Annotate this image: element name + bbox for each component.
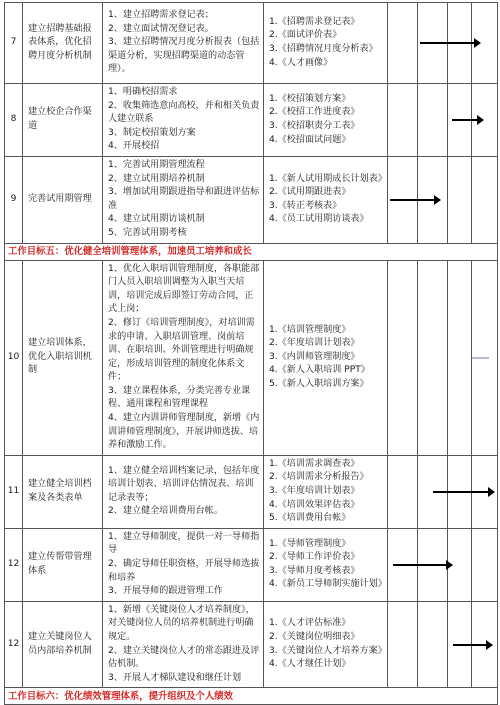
timeline-cell — [448, 156, 472, 243]
timeline-cell — [388, 528, 418, 601]
project-name: 建立健全培训档案及各类表单 — [23, 455, 103, 528]
deliverable-item: 4.《新员工导师制实施计划》 — [269, 579, 387, 590]
timeline-cell — [388, 260, 418, 455]
deliverable-item: 3.《招聘情况月度分析表》 — [269, 44, 378, 54]
task-item: 2、建立健全培训费用台帐。 — [108, 506, 223, 517]
timeline-cell — [448, 3, 472, 84]
timeline-cell — [472, 455, 498, 528]
deliverable-item: 5.《培训费用台帐》 — [269, 513, 351, 524]
project-name: 建立传帮带管理体系 — [23, 528, 103, 601]
task-item: 1、建立导师制度，提供一对一导师指导 — [108, 531, 260, 556]
timeline-cell — [472, 260, 498, 455]
deliverable-item: 2.《导师工作评价表》 — [269, 552, 360, 563]
goal-heading: 工作目标六：优化绩效管理体系，提升组织及个人绩效 — [5, 688, 498, 705]
timeline-cell — [388, 3, 418, 84]
deliverable-item: 1.《招聘需求登记表》 — [269, 16, 360, 27]
task-item: 4、建立试用期访谈机制 — [108, 214, 205, 225]
deliverable-item: 2.《关键岗位明细表》 — [269, 631, 360, 642]
project-name: 完善试用期管理 — [23, 156, 103, 243]
timeline-cell — [472, 601, 498, 688]
timeline-cell — [448, 260, 472, 455]
task-item: 1、建立健全培训档案记录，包括年度培训计划表、培训评估情况表、培训记录表等； — [108, 465, 260, 503]
task-item: 3、建立课程体系，分类完善专业课程、通用课程和管理课程 — [108, 385, 251, 410]
timeline-cell — [388, 84, 418, 157]
timeline-cell — [418, 455, 448, 528]
timeline-cell — [388, 156, 418, 243]
row-number: 8 — [5, 84, 23, 157]
timeline-cell — [448, 455, 472, 528]
deliverable-item: 1.《人才评估标准》 — [269, 618, 351, 629]
deliverable-item: 2.《培训需求分析报告》 — [269, 472, 369, 483]
task-item: 2、建立试用期培养机制 — [108, 173, 205, 184]
goal-heading: 工作目标五：优化健全培训管理体系，加速员工培养和成长 — [5, 243, 498, 260]
timeline-cell — [388, 601, 418, 688]
deliverable-list — [264, 260, 388, 455]
project-name: 建立校企合作渠道 — [23, 84, 103, 157]
task-row — [5, 455, 498, 528]
goal-heading-row — [5, 688, 498, 705]
task-item: 3、开展导师的跟进管理工作 — [108, 586, 223, 597]
task-item: 1、优化入职培训管理制度，各职能部门人员入职培训调整为入职当天培训，培训完成后即签订劳动合同，正式上岗； — [108, 263, 260, 315]
timeline-cell — [418, 528, 448, 601]
timeline-cell — [448, 601, 472, 688]
deliverable-item: 3.《导师月度考核表》 — [269, 565, 360, 576]
task-item: 3、建立招聘情况月度分析报表（包括渠道分析，实现招聘渠道的动态管理）。 — [108, 37, 260, 75]
task-item: 1、新增《关键岗位人才培养制度》，对关键岗位人员的培养机制进行明确规定。 — [108, 604, 255, 642]
deliverable-list — [264, 528, 388, 601]
row-number: 12 — [5, 528, 23, 601]
row-number: 9 — [5, 156, 23, 243]
timeline-cell — [448, 84, 472, 157]
task-list — [103, 601, 264, 688]
timeline-cell — [472, 3, 498, 84]
timeline-cell — [418, 601, 448, 688]
task-list — [103, 260, 264, 455]
deliverable-list — [264, 84, 388, 157]
deliverable-item: 3.《年度培训计划表》 — [269, 486, 360, 497]
task-item: 1、建立招聘需求登记表； — [108, 10, 214, 21]
task-list — [103, 3, 264, 84]
row-number: 11 — [5, 455, 23, 528]
deliverable-item: 4.《新人入职培训 PPT》 — [269, 365, 370, 376]
timeline-cell — [418, 260, 448, 455]
task-item: 1、明确校招需求 — [108, 87, 178, 97]
task-row — [5, 528, 498, 601]
project-name: 建立招聘基础报表体系，优化招聘月度分析机制 — [23, 3, 103, 84]
timeline-cell — [472, 528, 498, 601]
deliverable-item: 4.《人才继任计划》 — [269, 659, 351, 670]
work-plan-table — [4, 2, 498, 705]
row-number: 12 — [5, 601, 23, 688]
deliverable-item: 3.《校招职责分工表》 — [269, 120, 360, 131]
task-item: 2、修订《培训管理制度》，对培训需求的申请、入职培训管理、岗前培训、在职培训、外训管理进行明确规定，形成培训管理的制度化体系文件； — [108, 317, 255, 383]
deliverable-item: 2.《校招工作进度表》 — [269, 107, 360, 118]
task-list — [103, 455, 264, 528]
row-number: 7 — [5, 3, 23, 84]
deliverable-item: 1.《校招策划方案》 — [269, 93, 351, 104]
task-row — [5, 156, 498, 243]
task-item: 2、收集筛选意向高校，并和相关负责人建立联系 — [108, 100, 260, 125]
deliverable-item: 4.《培训效果评估表》 — [269, 499, 360, 510]
deliverable-list — [264, 601, 388, 688]
deliverable-list — [264, 455, 388, 528]
goal-heading-row — [5, 243, 498, 260]
task-row — [5, 260, 498, 455]
task-row — [5, 84, 498, 157]
task-list — [103, 156, 264, 243]
timeline-cell — [418, 3, 448, 84]
deliverable-list — [264, 156, 388, 243]
timeline-cell — [418, 84, 448, 157]
deliverable-item: 1.《新人试用期成长计划表》 — [269, 173, 387, 184]
timeline-cell — [472, 84, 498, 157]
task-item: 2、建立关键岗位人才的常态跟进及评估机制。 — [108, 645, 260, 670]
deliverable-item: 3.《内训师管理制度》 — [269, 351, 360, 362]
project-name: 建立关键岗位人员内部培养机制 — [23, 601, 103, 688]
deliverable-item: 4.《员工试用期访谈表》 — [269, 214, 369, 225]
task-item: 5、完善试用期考核 — [108, 227, 187, 238]
timeline-arrow — [472, 357, 489, 358]
task-item: 1、完善试用期管理流程 — [108, 159, 205, 170]
task-row — [5, 601, 498, 688]
task-list — [103, 528, 264, 601]
deliverable-item: 1.《培训需求调查表》 — [269, 458, 360, 469]
deliverable-list — [264, 3, 388, 84]
deliverable-item: 2.《面试评价表》 — [269, 30, 342, 41]
deliverable-item: 5.《新人入职培训方案》 — [269, 379, 369, 390]
task-item: 2、确定导师任职资格，开展导师选拔和培养 — [108, 559, 260, 583]
deliverable-item: 3.《转正考核表》 — [269, 200, 342, 211]
deliverable-item: 2.《试用期跟进表》 — [269, 187, 351, 198]
task-item: 3、开展人才梯队建设和继任计划 — [108, 672, 242, 683]
timeline-cell — [388, 455, 418, 528]
row-number: 10 — [5, 260, 23, 455]
timeline-cell — [418, 156, 448, 243]
project-name: 建立培训体系，优化入职培训机制 — [23, 260, 103, 455]
task-item: 2、建立面试情况登记表。 — [108, 23, 214, 34]
task-item: 4、开展校招 — [108, 141, 160, 152]
deliverable-item: 2.《年度培训计划表》 — [269, 338, 360, 349]
task-item: 3、制定校招策划方案 — [108, 127, 196, 138]
task-item: 4、建立内训讲师管理制度，新增《内训讲师管理制度》，开展讲师选拔、培养和激励工作。 — [108, 413, 260, 451]
timeline-cell — [448, 528, 472, 601]
task-list — [103, 84, 264, 157]
task-row — [5, 3, 498, 84]
deliverable-item: 1.《培训管理制度》 — [269, 324, 351, 335]
timeline-cell — [472, 156, 498, 243]
deliverable-item: 3.《关键岗位人才培养方案》 — [269, 645, 387, 656]
deliverable-item: 1.《导师管理制度》 — [269, 538, 351, 549]
deliverable-item: 4.《人才画像》 — [269, 57, 333, 68]
task-item: 3、增加试用期跟进指导和跟进评估标准 — [108, 187, 260, 211]
deliverable-item: 4.《校招面试问题》 — [269, 134, 351, 145]
